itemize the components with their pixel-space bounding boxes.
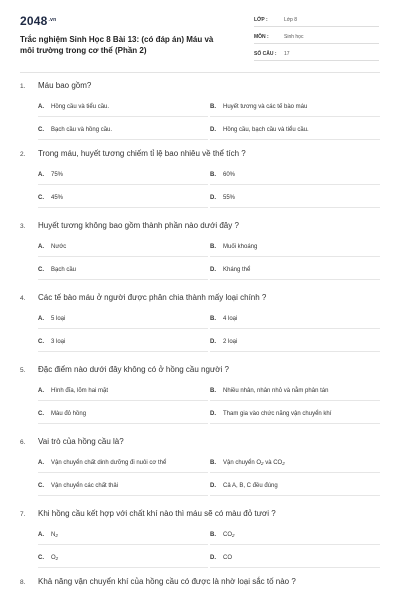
option-letter: B. xyxy=(210,172,216,178)
option-text: Hình đĩa, lõm hai mặt xyxy=(51,388,109,394)
option-b[interactable] xyxy=(210,458,380,473)
question-number: 8. xyxy=(20,579,26,586)
question-line xyxy=(20,436,380,450)
option-c[interactable] xyxy=(38,553,208,568)
subscript: 2 xyxy=(55,533,58,538)
option-a[interactable] xyxy=(38,386,208,401)
logo-suffix: .vn xyxy=(48,17,57,23)
question-text: Vai trò của hồng cầu là? xyxy=(38,437,124,446)
option-d[interactable] xyxy=(210,337,380,352)
option-c[interactable] xyxy=(38,481,208,496)
option-b[interactable] xyxy=(210,102,380,117)
option-text: Huyết tương và các tế bào máu xyxy=(223,104,308,110)
info-value: Sinh học xyxy=(284,34,304,40)
option-letter: B. xyxy=(210,532,216,538)
question-line xyxy=(20,148,380,162)
option-b[interactable] xyxy=(210,386,380,401)
option-text: Muối khoáng xyxy=(223,244,258,250)
option-a[interactable] xyxy=(38,170,208,185)
option-text: 2 loại xyxy=(223,339,238,345)
option-text: Vận chuyển các chất thải xyxy=(51,483,119,489)
option-text: 4 loại xyxy=(223,316,238,322)
option-letter: B. xyxy=(210,244,216,250)
option-d[interactable] xyxy=(210,265,380,280)
info-key: SỐ CÂU : xyxy=(254,51,277,57)
option-letter: B. xyxy=(210,460,216,466)
option-text: Bạch cầu xyxy=(51,267,77,273)
option-text: Nước xyxy=(51,244,67,250)
option-letter: A. xyxy=(38,460,44,466)
question-text: Khả năng vận chuyển khí của hồng cầu có được là nhờ loại sắc tố nào ? xyxy=(38,577,296,586)
header-divider xyxy=(20,72,380,73)
info-row-class xyxy=(254,14,379,27)
option-letter: A. xyxy=(38,104,44,110)
question-number: 7. xyxy=(20,511,26,518)
question-text: Các tế bào máu ở người được phân chia thành mấy loại chính ? xyxy=(38,293,267,302)
option-c[interactable] xyxy=(38,337,208,352)
option-text: 45% xyxy=(51,195,64,201)
question-text: Đặc điểm nào dưới đây không có ở hồng cầu người ? xyxy=(38,365,230,374)
info-value: 17 xyxy=(284,51,290,57)
option-letter: B. xyxy=(210,104,216,110)
question-text: Máu bao gồm? xyxy=(38,81,92,90)
option-text: Kháng thể xyxy=(223,267,251,273)
page-header xyxy=(0,0,400,68)
info-value: Lớp 8 xyxy=(284,17,298,23)
option-text: $CO_2$ xyxy=(223,532,235,538)
option-letter: A. xyxy=(38,244,44,250)
question-number: 4. xyxy=(20,295,26,302)
option-text: Hồng cầu, bạch cầu và tiểu cầu. xyxy=(223,127,309,133)
option-b[interactable] xyxy=(210,170,380,185)
option-letter: A. xyxy=(38,388,44,394)
site-logo[interactable] xyxy=(20,14,56,28)
option-text: 55% xyxy=(223,195,236,201)
option-b[interactable] xyxy=(210,314,380,329)
option-text: Hồng cầu và tiểu cầu. xyxy=(51,104,110,110)
option-text: 5 loại xyxy=(51,316,66,322)
option-letter: A. xyxy=(38,532,44,538)
info-row-count xyxy=(254,48,379,61)
option-text: 75% xyxy=(51,172,64,178)
option-letter: A. xyxy=(38,172,44,178)
option-a[interactable] xyxy=(38,530,208,545)
subscript: 2 xyxy=(261,461,264,466)
option-letter: C. xyxy=(38,483,44,489)
option-d[interactable] xyxy=(210,481,380,496)
question-line xyxy=(20,576,380,590)
option-letter: D. xyxy=(210,195,216,201)
option-letter: B. xyxy=(210,388,216,394)
info-key: MÔN : xyxy=(254,34,269,40)
option-c[interactable] xyxy=(38,125,208,140)
info-row-subject xyxy=(254,31,379,44)
option-d[interactable] xyxy=(210,553,380,568)
option-c[interactable] xyxy=(38,265,208,280)
option-text: 3 loại xyxy=(51,339,66,345)
option-text: Tham gia vào chức năng vận chuyển khí xyxy=(223,411,332,417)
question-line xyxy=(20,364,380,378)
subscript: 2 xyxy=(282,461,285,466)
question-line xyxy=(20,220,380,234)
option-b[interactable] xyxy=(210,530,380,545)
option-letter: D. xyxy=(210,555,216,561)
document-title: Trắc nghiệm Sinh Học 8 Bài 13: (có đáp án) Máu và môi trường trong cơ thể (Phần 2) xyxy=(20,35,214,55)
option-text: Màu đỏ hồng xyxy=(51,411,87,417)
option-a[interactable] xyxy=(38,102,208,117)
option-b[interactable] xyxy=(210,242,380,257)
option-letter: D. xyxy=(210,483,216,489)
subscript: 2 xyxy=(232,533,235,538)
question-text: Trong máu, huyết tương chiếm tỉ lệ bao nhiêu về thể tích ? xyxy=(38,149,246,158)
question-text: Huyết tương không bao gồm thành phần nào dưới đây ? xyxy=(38,221,239,230)
info-key: LỚP : xyxy=(254,17,268,23)
option-text: Cả A, B, C đều đúng xyxy=(223,483,278,489)
option-a[interactable] xyxy=(38,458,208,473)
option-letter: C. xyxy=(38,555,44,561)
question-number: 1. xyxy=(20,83,26,90)
option-text: CO xyxy=(223,555,232,561)
option-letter: C. xyxy=(38,127,44,133)
option-text: Bạch cầu và hồng cầu. xyxy=(51,127,113,133)
option-letter: C. xyxy=(38,195,44,201)
subscript: 2 xyxy=(55,556,59,561)
option-c[interactable] xyxy=(38,193,208,208)
question-line xyxy=(20,508,380,522)
option-letter: C. xyxy=(38,339,44,345)
option-c[interactable] xyxy=(38,409,208,424)
option-text: Vận chuyển chất dinh dưỡng đi nuôi cơ thể xyxy=(51,460,167,466)
question-text: Khi hồng cầu kết hợp với chất khí nào thì máu sẽ có màu đỏ tươi ? xyxy=(38,509,276,518)
question-number: 5. xyxy=(20,367,26,374)
logo-text: 2048 xyxy=(20,14,48,28)
option-text: 60% xyxy=(223,172,236,178)
option-d[interactable] xyxy=(210,125,380,140)
option-a[interactable] xyxy=(38,242,208,257)
option-letter: D. xyxy=(210,339,216,345)
option-letter: D. xyxy=(210,267,216,273)
option-text: $N_2$ xyxy=(51,532,58,538)
option-letter: C. xyxy=(38,411,44,417)
option-letter: D. xyxy=(210,411,216,417)
question-line xyxy=(20,292,380,306)
option-letter: D. xyxy=(210,127,216,133)
option-d[interactable] xyxy=(210,193,380,208)
option-letter: C. xyxy=(38,267,44,273)
option-a[interactable] xyxy=(38,314,208,329)
option-text: $O_2$ xyxy=(51,555,59,561)
question-number: 3. xyxy=(20,223,26,230)
question-line xyxy=(20,80,380,94)
option-d[interactable] xyxy=(210,409,380,424)
option-letter: B. xyxy=(210,316,216,322)
option-text: Vận chuyển $O_2$ và $CO_2$ xyxy=(223,460,285,466)
question-number: 2. xyxy=(20,151,26,158)
option-letter: A. xyxy=(38,316,44,322)
option-text: Nhiều nhân, nhân nhỏ và nằm phân tán xyxy=(223,388,329,394)
question-number: 6. xyxy=(20,439,26,446)
